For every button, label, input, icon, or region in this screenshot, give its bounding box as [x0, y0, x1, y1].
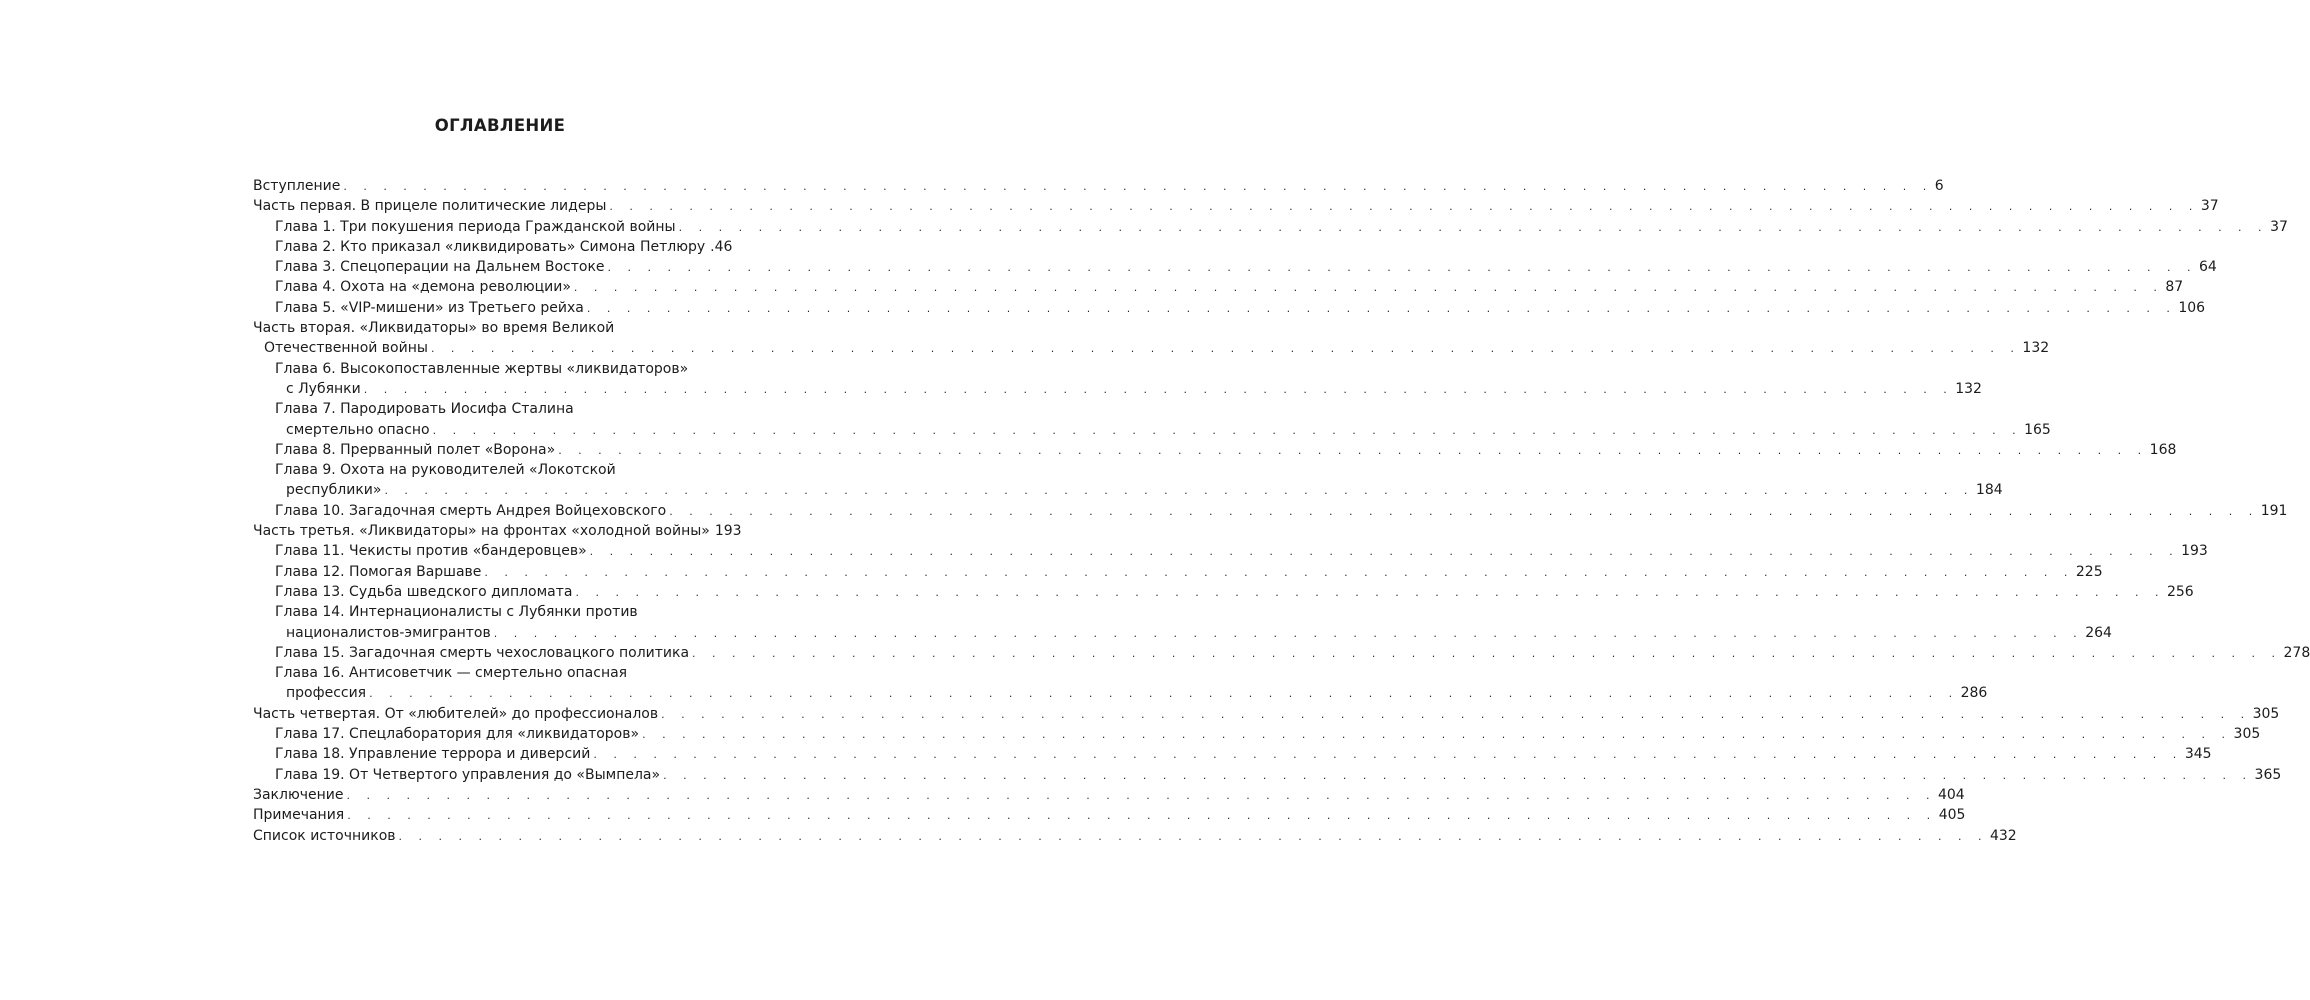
toc-entry — [253, 724, 2261, 744]
dot-leader: . . . . . . . . . . . . . . . . . . . . . . . . . . . . . . . . . . . . . . . . . . . . . . . . . . . . . . . . . . . . . . . . . . . . . . . . . . . . . . . . — [493, 626, 2084, 640]
toc-entry — [253, 785, 1965, 805]
toc-entry-page: 64 — [2199, 259, 2217, 276]
toc-entry — [253, 257, 2217, 277]
toc-entry — [253, 744, 2212, 764]
toc-entry — [253, 217, 2288, 237]
dot-leader: . . . . . . . . . . . . . . . . . . . . . . . . . . . . . . . . . . . . . . . . . . . . . . . . . . . . . . . . . . . . . . . . . . . . . . . . . . . . . . . . — [692, 646, 2282, 660]
toc-entry-title: Часть первая. В прицеле политические лидеры — [253, 198, 607, 215]
toc-entry-page: 184 — [1975, 482, 2003, 499]
dot-leader: . . . . . . . . . . . . . . . . . . . . . . . . . . . . . . . . . . . . . . . . . . . . . . . . . . . . . . . . . . . . . . . . . . . . . . . . . . . . . . . . — [663, 768, 2253, 782]
toc-entry — [253, 399, 730, 419]
toc-entry-title: Вступление — [253, 178, 341, 194]
toc-entry — [253, 318, 730, 338]
dot-leader: . . . . . . . . . . . . . . . . . . . . . . . . . . . . . . . . . . . . . . . . . . . . . . . . . . . . . . . . . . . . . . . . . . . . . . . . . . . . . . . . — [593, 748, 2183, 762]
toc-entry-page: 87 — [2165, 279, 2184, 296]
toc-entry-title: Глава 15. Загадочная смерть чехословацкого политика — [275, 644, 690, 661]
toc-entry-page: 193 — [2181, 543, 2208, 560]
toc-entry-title: Список источников — [253, 827, 396, 844]
toc-entry — [253, 237, 733, 257]
toc-entry-title: Часть третья. «Ликвидаторы» на фронтах «холодной войны» — [253, 523, 710, 540]
toc-entry-title: Заключение — [253, 786, 344, 803]
dot-leader: . . . . . . . . . . . . . . . . . . . . . . . . . . . . . . . . . . . . . . . . . . . . . . . . . . . . . . . . . . . . . . . . . . . . . . . . . . . . . . . . — [661, 707, 2251, 721]
toc-entry-page: 132 — [1955, 380, 1982, 397]
dot-leader: . . . . . . . . . . . . . . . . . . . . . . . . . . . . . . . . . . . . . . . . . . . . . . . . . . . . . . . . . . . . . . . . . . . . . . . . . . . . . . . . — [398, 829, 1988, 843]
toc-entry-title: Примечания — [253, 807, 345, 824]
dot-leader: . . . . . . . . . . . . . . . . . . . . . . . . . . . . . . . . . . . . . . . . . . . . . . . . . . . . . . . . . . . . . . . . . . . . . . . . . . . . . . . . — [642, 728, 2232, 742]
table-of-contents — [253, 176, 2310, 846]
toc-entry-title: Глава 12. Помогая Варшаве — [275, 563, 482, 580]
dot-leader: . . . . . . . . . . . . . . . . . . . . . . . . . . . . . . . . . . . . . . . . . . . . . . . . . . . . . . . . . . . . . . . . . . . . . . . . . . . . . . . . — [678, 220, 2269, 234]
toc-entry-title: Глава 5. «VIP-мишени» из Третьего рейха — [275, 299, 584, 316]
toc-entry-title: Отечественной войны — [264, 340, 428, 357]
dot-leader: . . . . . . . . . . . . . . . . . . . . . . . . . . . . . . . . . . . . . . . . . . . . . . . . . . . . . . . . . . . . . . . . . . . . . . . . . . . . . . . . — [669, 504, 2259, 518]
toc-entry-page: 168 — [2149, 441, 2177, 458]
toc-entry — [253, 643, 2310, 663]
toc-entry — [253, 379, 1982, 399]
toc-entry — [253, 338, 2050, 358]
dot-leader: . . . . . . . . . . . . . . . . . . . . . . . . . . . . . . . . . . . . . . . . . . . . . . . . . . . . . . . . . . . . . . . . . . . . . . . . . . . . . . . . — [363, 382, 1954, 396]
toc-entry — [253, 826, 2017, 846]
dot-leader: . . . . . . . . . . . . . . . . . . . . . . . . . . . . . . . . . . . . . . . . . . . . . . . . . . . . . . . . . . . . . . . . . . . . . . . . . . . . . . . . — [586, 301, 2177, 315]
toc-entry — [253, 460, 730, 480]
dot-leader: . . . . . . . . . . . . . . . . . . . . . . . . . . . . . . . . . . . . . . . . . . . . . . . . . . . . . . . . . . . . . . . . . . . . . . . . . . . . . . . . — [347, 809, 1937, 823]
toc-entry — [253, 420, 2051, 440]
dot-leader: . . . . . . . . . . . . . . . . . . . . . . . . . . . . . . . . . . . . . . . . . . . . . . . . . . . . . . . . . . . . . . . . . . . . . . . . . . . . . . . . — [589, 545, 2180, 559]
toc-entry — [253, 663, 730, 683]
toc-entry-title: Глава 10. Загадочная смерть Андрея Войцеховского — [275, 502, 667, 519]
toc-entry-page: 345 — [2184, 746, 2212, 763]
toc-entry — [253, 440, 2177, 460]
dot-leader: . . . . . . . . . . . . . . . . . . . . . . . . . . . . . . . . . . . . . . . . . . . . . . . . . . . . . . . . . . . . . . . . . . . . . . . . . . . . . . . . — [430, 342, 2021, 356]
toc-entry-title: Глава 7. Пародировать Иосифа Сталина — [275, 401, 574, 418]
toc-entry — [253, 582, 2194, 602]
toc-entry-page: 6 — [1934, 178, 1944, 194]
toc-entry — [253, 541, 2208, 561]
toc-entry — [253, 196, 2219, 216]
dot-leader: . . . . . . . . . . . . . . . . . . . . . . . . . . . . . . . . . . . . . . . . . . . . . . . . . . . . . . . . . . . . . . . . . . . . . . . . . . . . . . . . — [607, 261, 2198, 275]
toc-entry-page: 286 — [1960, 685, 1988, 702]
toc-entry-page: 37 — [2270, 218, 2288, 235]
toc-entry-page: 365 — [2254, 766, 2282, 783]
toc-entry-page: 37 — [2200, 198, 2219, 215]
toc-entry-title: Глава 8. Прерванный полет «Ворона» — [275, 441, 556, 458]
toc-entry — [253, 805, 1966, 825]
dot-leader: . . . . . . . . . . . . . . . . . . . . . . . . . . . . . . . . . . . . . . . . . . . . . . . . . . . . . . . . . . . . . . . . . . . . . . . . . . . . . . . . — [384, 484, 1974, 498]
toc-entry — [253, 277, 2184, 297]
toc-entry — [253, 623, 2112, 643]
toc-entry-title: Глава 19. От Четвертого управления до «Вымпела» — [275, 766, 661, 783]
toc-entry-title: Глава 4. Охота на «демона революции» — [275, 279, 571, 296]
toc-entry-page: 256 — [2166, 583, 2194, 600]
toc-entry-page: 191 — [2260, 502, 2288, 519]
toc-entry — [253, 359, 730, 379]
toc-entry — [253, 562, 2103, 582]
toc-entry-page: 404 — [1937, 786, 1965, 803]
toc-entry-page: 278 — [2283, 644, 2310, 661]
toc-entry-title: с Лубянки — [286, 380, 361, 397]
toc-entry-page: 165 — [2024, 421, 2051, 438]
toc-entry-title: Глава 1. Три покушения периода Гражданской войны — [275, 218, 676, 235]
toc-entry-title: Глава 13. Судьба шведского дипломата — [275, 583, 573, 600]
page-title: ОГЛАВЛЕНИЕ — [434, 116, 566, 135]
dot-leader: . . . . . . . . . . . . . . . . . . . . . . . . . . . . . . . . . . . . . . . . . . . . . . . . . . . . . . . . . . . . . . . . . . . . . . . . . . . . . . . . — [573, 281, 2164, 295]
toc-entry — [253, 704, 2280, 724]
toc-entry-page: 405 — [1938, 807, 1966, 824]
toc-entry-title: Глава 3. Спецоперации на Дальнем Востоке — [275, 259, 605, 276]
toc-entry-title: Глава 9. Охота на руководителей «Локотской — [275, 462, 616, 479]
toc-entry — [253, 765, 2282, 785]
toc-entry-page: 264 — [2085, 624, 2112, 641]
dot-leader: . . . . . . . . . . . . . . . . . . . . . . . . . . . . . . . . . . . . . . . . . . . . . . . . . . . . . . . . . . . . . . . . . . . . . . . . . . . . . . . . — [369, 687, 1959, 701]
toc-entry — [253, 176, 1944, 196]
toc-entry-title: Глава 17. Спецлаборатория для «ликвидаторов» — [275, 726, 640, 743]
dot-leader: . . . . . . . . . . . . . . . . . . . . . . . . . . . . . . . . . . . . . . . . . . . . . . . . . . . . . . . . . . . . . . . . . . . . . . . . . . . . . . . . — [558, 443, 2148, 457]
toc-entry-page: 106 — [2178, 299, 2206, 316]
toc-entry-title: Часть вторая. «Ликвидаторы» во время Великой — [253, 320, 615, 337]
toc-entry-page: 132 — [2022, 340, 2050, 357]
toc-entry-title: Глава 11. Чекисты против «бандеровцев» — [275, 543, 587, 560]
toc-entry — [253, 683, 1988, 703]
dot-leader: . . . . . . . . . . . . . . . . . . . . . . . . . . . . . . . . . . . . . . . . . . . . . . . . . . . . . . . . . . . . . . . . . . . . . . . . . . . . . . . . — [432, 423, 2023, 437]
dot-leader: . . . . . . . . . . . . . . . . . . . . . . . . . . . . . . . . . . . . . . . . . . . . . . . . . . . . . . . . . . . . . . . . . . . . . . . . . . . . . . . . — [575, 585, 2165, 599]
toc-entry-title: Глава 16. Антисоветчик — смертельно опасная — [275, 665, 628, 682]
toc-entry — [253, 480, 2003, 500]
toc-entry-title: профессия — [286, 685, 367, 702]
toc-entry-page: 305 — [2233, 726, 2261, 743]
toc-entry-title: Глава 14. Интернационалисты с Лубянки против — [275, 604, 638, 621]
toc-entry-title: Глава 6. Высокопоставленные жертвы «ликвидаторов» — [275, 360, 689, 377]
toc-entry-page: 305 — [2252, 705, 2280, 722]
dot-leader: . . . . . . . . . . . . . . . . . . . . . . . . . . . . . . . . . . . . . . . . . . . . . . . . . . . . . . . . . . . . . . . . . . . . . . . . . . . . . . . . — [609, 200, 2199, 214]
toc-entry-title: республики» — [286, 482, 382, 499]
toc-entry-page: 432 — [1989, 827, 2017, 844]
toc-entry-title: Часть четвертая. От «любителей» до профессионалов — [253, 705, 659, 722]
toc-entry-page: 193 — [714, 523, 742, 540]
dot-leader: . . . . . . . . . . . . . . . . . . . . . . . . . . . . . . . . . . . . . . . . . . . . . . . . . . . . . . . . . . . . . . . . . . . . . . . . . . . . . . . . — [484, 565, 2074, 579]
toc-entry — [253, 501, 2288, 521]
toc-entry — [253, 602, 730, 622]
toc-entry-title: смертельно опасно — [286, 421, 430, 438]
toc-entry — [253, 298, 2206, 318]
toc-entry-page: 225 — [2075, 563, 2103, 580]
dot-leader: . . . . . . . . . . . . . . . . . . . . . . . . . . . . . . . . . . . . . . . . . . . . . . . . . . . . . . . . . . . . . . . . . . . . . . . . . . . . . . . . — [346, 788, 1936, 802]
toc-entry-title: Глава 2. Кто приказал «ликвидировать» Симона Петлюру — [275, 238, 706, 255]
toc-entry-page: .46 — [710, 238, 733, 255]
toc-entry-title: Глава 18. Управление террора и диверсий — [275, 746, 591, 763]
toc-entry — [253, 521, 742, 541]
toc-entry-title: националистов-эмигрантов — [286, 624, 491, 641]
dot-leader: . . . . . . . . . . . . . . . . . . . . . . . . . . . . . . . . . . . . . . . . . . . . . . . . . . . . . . . . . . . . . . . . . . . . . . . . . . . . . . . . — [343, 180, 1933, 193]
